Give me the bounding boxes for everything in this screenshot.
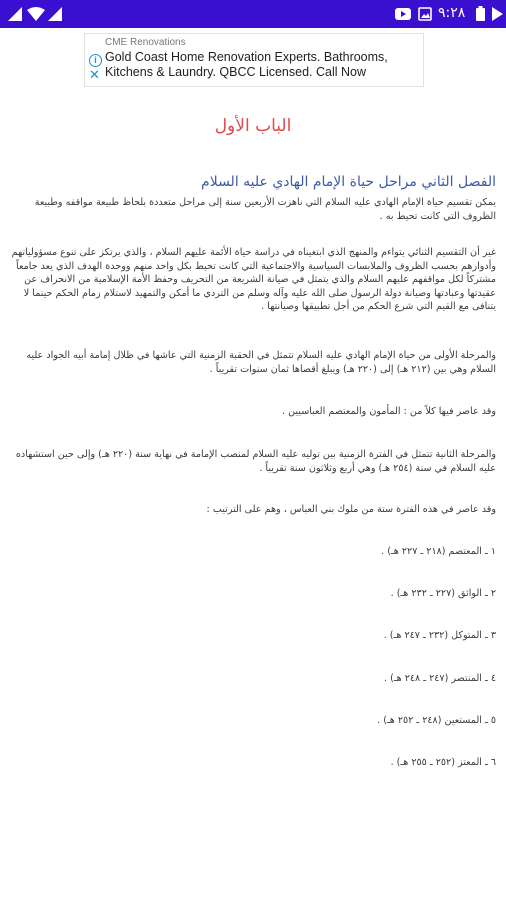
cellular-icon — [8, 7, 22, 21]
close-icon[interactable]: ✕ — [89, 68, 100, 83]
paragraph-division: غير أن التقسيم الثنائي يتواءم والمنهج الذي ابتغيناه في دراسة حياة الأئمة عليهم السلام ، والذي يرتكز على تنوع مسؤولياتهم وأدوارهم بحسب الظروف والملابسات السياسية والاجتماعية التي كانت تحيط بكل واحد منهم ووحدة الهدف الذي يعد جامعاً مشتركاً لكل مواقفهم عليهم السلام والذي يتمثل في صيانة الشريعة من التحريف وحفظ الأمة الإسلامية من الانحراف عن عقيدتها وعبادتها وصيانة دولة الرسول صلى الله عليه وآله وسلم من التردي ما أمكن والتمهيد لاستلام زمام الحكم حينما لا يتنافى مع القيم التي شرع الحكم من أجل تطبيقها وصيانتها . — [11, 247, 496, 312]
youtube-icon — [395, 8, 411, 20]
list-item-caliph-4: ٤ ـ المنتصر (٢٤٧ ـ ٢٤٨ هـ) . — [383, 673, 496, 684]
list-item-caliph-2: ٢ ـ الواثق (٢٢٧ ـ ٢٣٢ هـ) . — [390, 588, 496, 599]
paragraph-intro: يمكن تقسيم حياة الإمام الهادي عليه السلام التي ناهزت الأربعين سنة إلى مراحل متعددة بلحاظ طبيعة مواقفه وطبيعة الظروف التي كانت تحيط به . — [34, 197, 496, 222]
paragraph-contemporaries: وقد عاصر فيها كلاً من : المأمون والمعتصم العباسيين . — [282, 406, 496, 417]
list-item-caliph-1: ١ ـ المعتصم (٢١٨ ـ ٢٢٧ هـ) . — [381, 546, 496, 557]
status-time: ٩:٢٨ — [438, 5, 466, 21]
list-item-caliph-6: ٦ ـ المعتز (٢٥٢ ـ ٢٥٥ هـ) . — [390, 757, 496, 768]
signal-icon — [48, 7, 62, 21]
gallery-icon — [418, 7, 432, 21]
battery-icon — [476, 6, 485, 21]
paragraph-second-stage: والمرحلة الثانية تتمثل في الفترة الزمنية بين توليه عليه السلام لمنصب الإمامة في نهاية سنة (٢٢٠ هـ) وإلى حين استشهاده عليه السلام في سنة (٢٥٤ هـ) وهي أربع وثلاثون سنة تقريباً . — [15, 449, 496, 474]
play-store-icon — [492, 7, 503, 21]
status-bar — [0, 0, 506, 28]
ad-headline[interactable]: Gold Coast Home Renovation Experts. Bathrooms, Kitchens & Laundry. QBCC Licensed. Call Now — [105, 50, 388, 79]
section-title: الفصل الثاني مراحل حياة الإمام الهادي عليه السلام — [201, 174, 496, 190]
info-icon[interactable]: i — [89, 54, 102, 67]
list-item-caliph-3: ٣ ـ المتوكل (٢٣٢ ـ ٢٤٧ هـ) . — [383, 630, 496, 641]
paragraph-first-stage: والمرحلة الأولى من حياة الإمام الهادي عليه السلام تتمثل في الحقبة الزمنية التي عاشها في ظلال إمامة أبيه الجواد عليه السلام وهي بين (٢١٢ هـ) إلى (٢٢٠ هـ) ويبلغ أقصاها ثمان سنوات تقريباً . — [26, 350, 496, 375]
ad-sponsor[interactable]: CME Renovations — [105, 37, 186, 48]
ad-banner[interactable] — [84, 33, 424, 87]
chapter-title: الباب الأول — [214, 116, 292, 136]
wifi-icon — [27, 7, 45, 21]
list-item-caliph-5: ٥ ـ المستعين (٢٤٨ ـ ٢٥٢ هـ) . — [377, 715, 496, 726]
paragraph-caliphs-intro: وقد عاصر في هذه الفترة ستة من ملوك بني العباس ، وهم على الترتيب : — [206, 504, 496, 515]
